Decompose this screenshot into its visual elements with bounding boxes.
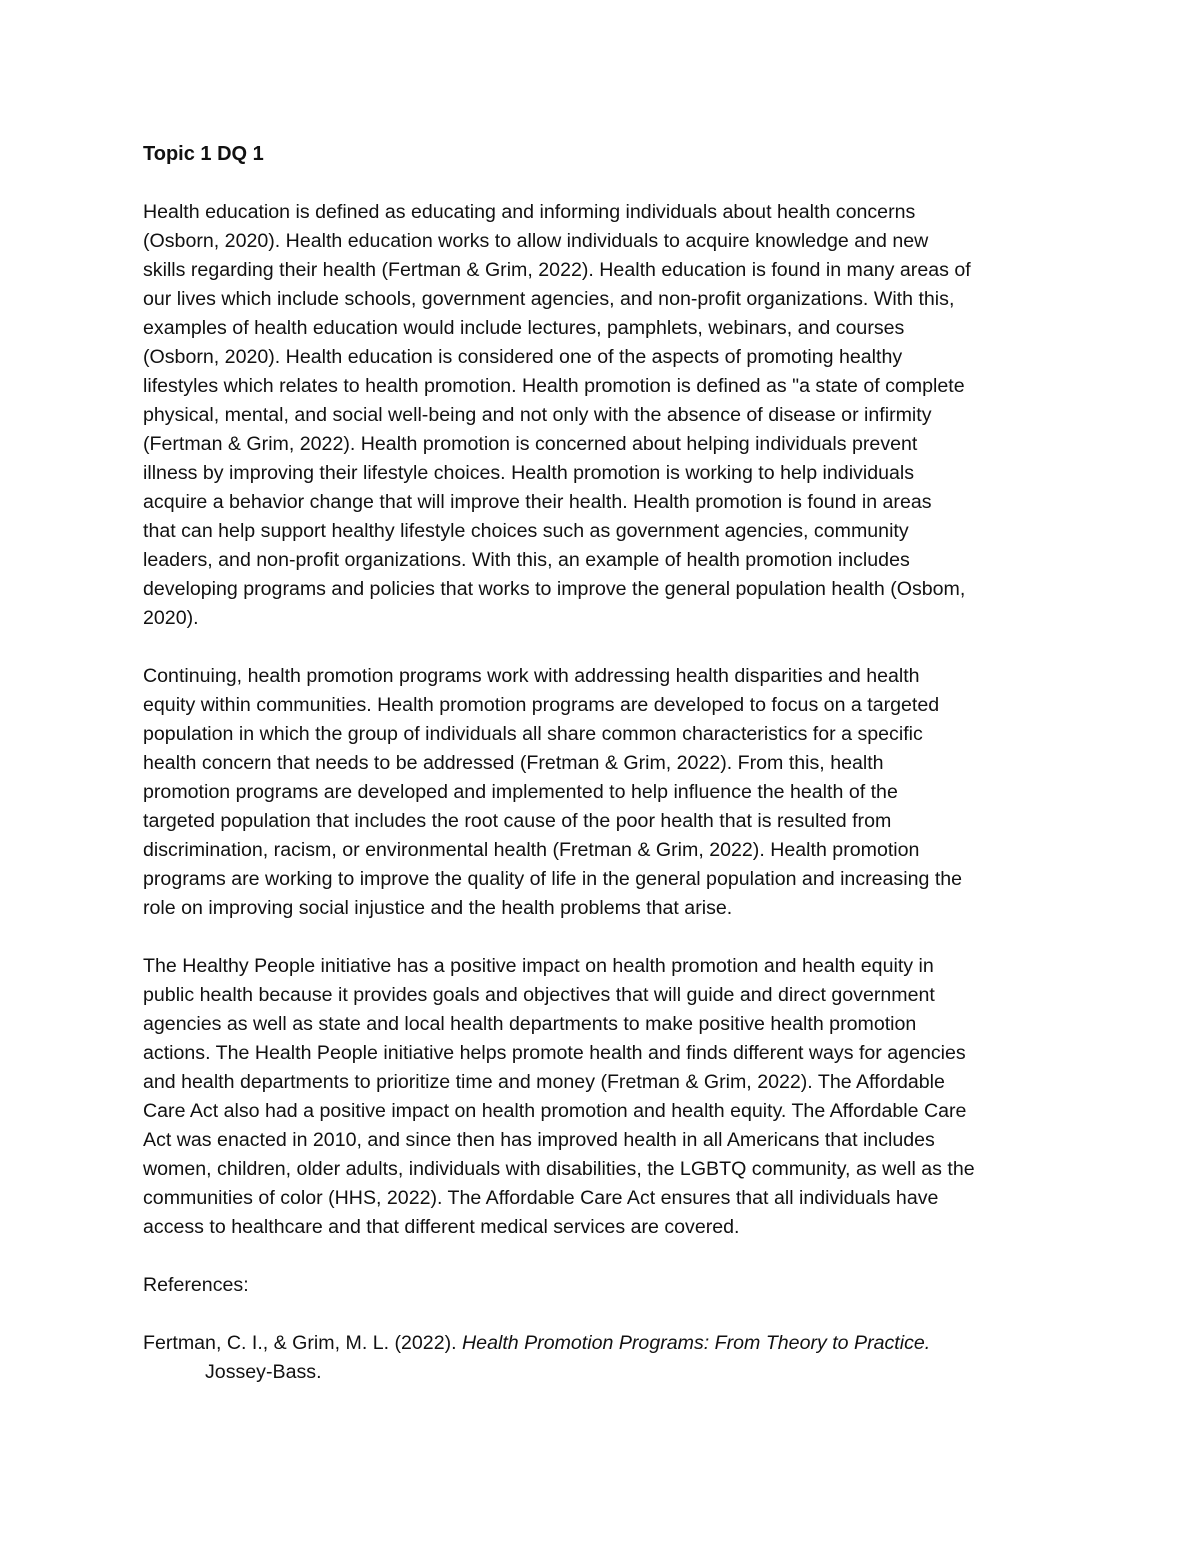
paragraph-line: and health departments to prioritize time and money (Fretman & Grim, 2022). The Affordable: [143, 1071, 945, 1093]
paragraph-line: agencies as well as state and local health departments to make positive health promotion: [143, 1013, 917, 1035]
paragraph-line: access to healthcare and that different medical services are covered.: [143, 1216, 740, 1238]
paragraph-line: examples of health education would include lectures, pamphlets, webinars, and courses: [143, 317, 905, 339]
paragraph-line: public health because it provides goals and objectives that will guide and direct government: [143, 984, 935, 1006]
paragraph-line: The Healthy People initiative has a positive impact on health promotion and health equity in: [143, 955, 934, 977]
paragraph-line: targeted population that includes the root cause of the poor health that is resulted from: [143, 810, 892, 832]
paragraph-line: developing programs and policies that works to improve the general population health (Osbom,: [143, 578, 966, 600]
paragraph-line: role on improving social injustice and the health problems that arise.: [143, 897, 733, 919]
paragraph-line: lifestyles which relates to health promotion. Health promotion is defined as "a state of complete: [143, 375, 965, 397]
paragraph-line: equity within communities. Health promotion programs are developed to focus on a targeted: [143, 694, 940, 716]
paragraph-line: Act was enacted in 2010, and since then has improved health in all Americans that includes: [143, 1129, 935, 1151]
paragraph-line: illness by improving their lifestyle choices. Health promotion is working to help individuals: [143, 462, 915, 484]
paragraph-line: promotion programs are developed and implemented to help influence the health of the: [143, 781, 898, 803]
paragraph-line: actions. The Health People initiative helps promote health and finds different ways for agencies: [143, 1042, 966, 1064]
paragraph-line: leaders, and non-profit organizations. With this, an example of health promotion includes: [143, 549, 910, 571]
paragraph-line: Care Act also had a positive impact on health promotion and health equity. The Affordable Care: [143, 1100, 967, 1122]
paragraph-line: (Fertman & Grim, 2022). Health promotion is concerned about helping individuals prevent: [143, 433, 918, 455]
paragraph-line: skills regarding their health (Fertman & Grim, 2022). Health education is found in many areas of: [143, 259, 971, 281]
paragraph-line: health concern that needs to be addressed (Fretman & Grim, 2022). From this, health: [143, 752, 884, 774]
paragraph-1: [143, 198, 1063, 633]
paragraph-line: our lives which include schools, government agencies, and non-profit organizations. With this,: [143, 288, 955, 310]
paragraph-line: (Osborn, 2020). Health education works to allow individuals to acquire knowledge and new: [143, 230, 929, 252]
paragraph-3: [143, 952, 1063, 1242]
reference-book-title: Health Promotion Programs: From Theory to Practice.: [462, 1332, 931, 1354]
paragraph-line: that can help support healthy lifestyle choices such as government agencies, community: [143, 520, 909, 542]
references-heading: References:: [143, 1274, 249, 1296]
reference-publisher: Jossey-Bass.: [205, 1361, 322, 1383]
paragraph-line: Health education is defined as educating and informing individuals about health concerns: [143, 201, 916, 223]
paragraph-line: acquire a behavior change that will improve their health. Health promotion is found in areas: [143, 491, 932, 513]
reference-entry: [143, 1329, 1063, 1387]
paragraph-line: physical, mental, and social well-being and not only with the absence of disease or infirmity: [143, 404, 932, 426]
paragraph-2: [143, 662, 1063, 923]
paragraph-line: communities of color (HHS, 2022). The Affordable Care Act ensures that all individuals have: [143, 1187, 939, 1209]
paragraph-line: population in which the group of individuals all share common characteristics for a specific: [143, 723, 923, 745]
paragraph-line: (Osborn, 2020). Health education is considered one of the aspects of promoting healthy: [143, 346, 903, 368]
document-body: [143, 140, 1063, 1387]
paragraph-line: discrimination, racism, or environmental health (Fretman & Grim, 2022). Health promotion: [143, 839, 920, 861]
paragraph-line: Continuing, health promotion programs work with addressing health disparities and health: [143, 665, 920, 687]
paragraph-line: 2020).: [143, 607, 199, 629]
document-title: Topic 1 DQ 1: [143, 143, 264, 165]
reference-authors-year: Fertman, C. I., & Grim, M. L. (2022).: [143, 1332, 463, 1354]
paragraph-line: programs are working to improve the quality of life in the general population and increasing the: [143, 868, 963, 890]
paragraph-line: women, children, older adults, individuals with disabilities, the LGBTQ community, as well as the: [143, 1158, 975, 1180]
